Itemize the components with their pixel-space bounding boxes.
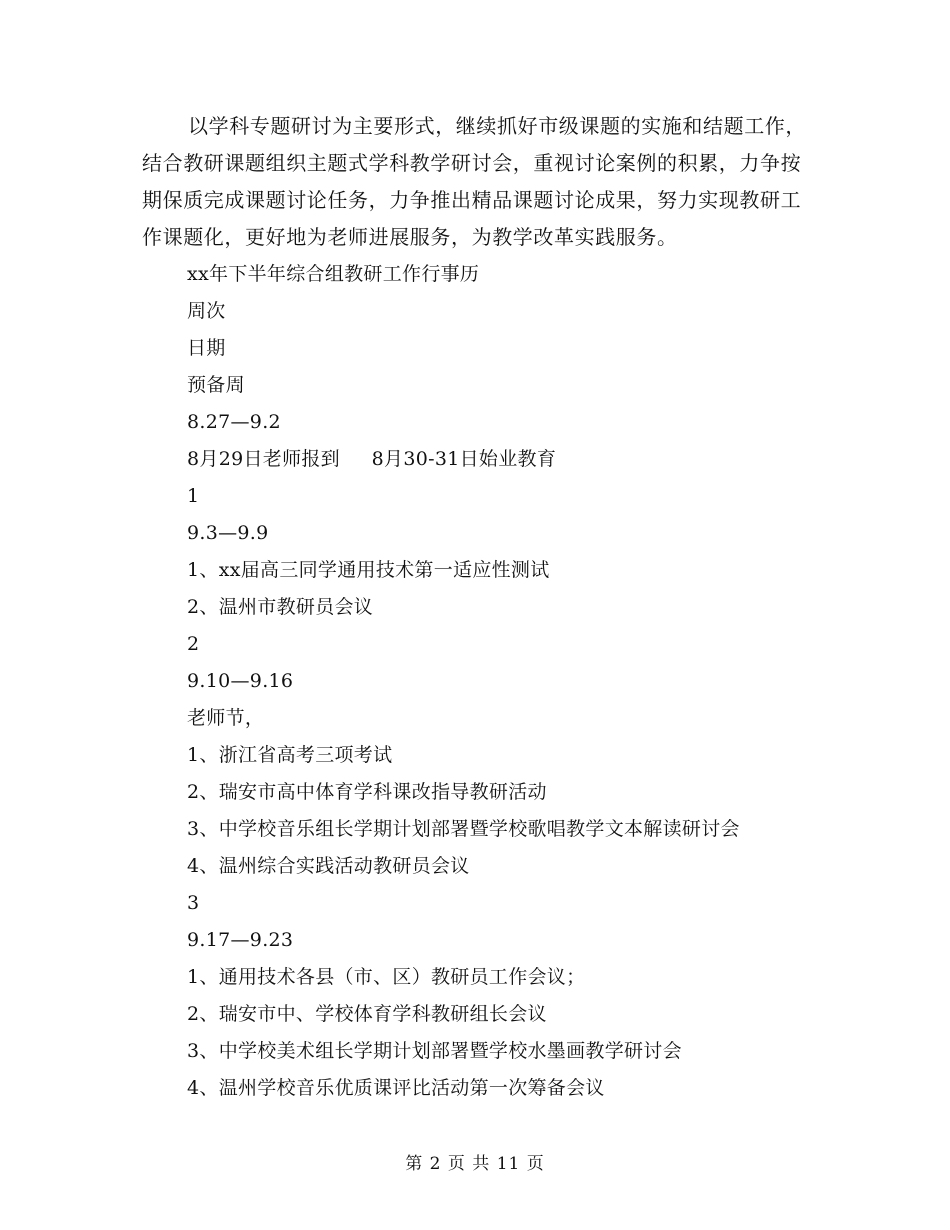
- date-range: 9.10—9.16: [187, 670, 294, 692]
- event-line: 3、中学校音乐组长学期计划部署暨学校歌唱教学文本解读研讨会: [187, 818, 740, 840]
- schedule-title: xx年下半年综合组教研工作行事历: [187, 263, 480, 285]
- date-range: 8.27—9.2: [187, 411, 281, 433]
- event-line: 2、瑞安市中、学校体育学科教研组长会议: [187, 1003, 547, 1025]
- event-line: 8月29日老师报到 8月30-31日始业教育: [187, 448, 557, 470]
- schedule-lines: [187, 256, 827, 1107]
- event-line: 3、中学校美术组长学期计划部署暨学校水墨画教学研讨会: [187, 1040, 682, 1062]
- event-line: 1、通用技术各县（市、区）教研员工作会议；: [187, 966, 586, 988]
- week-label: 3: [187, 892, 200, 914]
- column-heading-week: 周次: [187, 300, 226, 322]
- date-range: 9.17—9.23: [187, 929, 294, 951]
- column-heading-date: 日期: [187, 337, 226, 359]
- event-line: 2、瑞安市高中体育学科课改指导教研活动: [187, 781, 547, 803]
- week-label: 1: [187, 485, 200, 507]
- event-line: 2、温州市教研员会议: [187, 596, 374, 618]
- intro-paragraph: 以学科专题研讨为主要形式，继续抓好市级课题的实施和结题工作，结合教研课题组织主题式学科教学研讨会，重视讨论案例的积累，力争按期保质完成课题讨论任务，力争推出精品课题讨论成果，努力实现教研工作课题化，更好地为老师进展服务，为教学改革实践服务。: [142, 114, 806, 249]
- week-label: 2: [187, 633, 200, 655]
- event-line: 老师节，: [187, 707, 265, 729]
- date-range: 9.3—9.9: [187, 522, 269, 544]
- event-line: 1、xx届高三同学通用技术第一适应性测试: [187, 559, 550, 581]
- page-number-footer: 第 2 页 共 11 页: [405, 1154, 545, 1174]
- week-label: 预备周: [187, 374, 245, 396]
- event-line: 4、温州综合实践活动教研员会议: [187, 855, 470, 877]
- event-line: 4、温州学校音乐优质课评比活动第一次筹备会议: [187, 1077, 605, 1099]
- event-line: 1、浙江省高考三项考试: [187, 744, 393, 766]
